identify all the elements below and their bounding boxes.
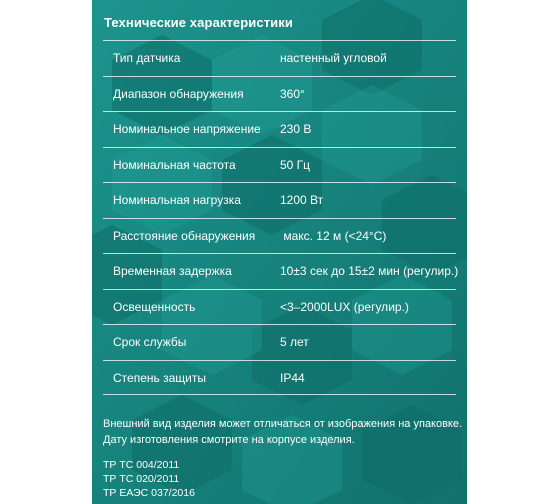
specs-table xyxy=(103,40,459,395)
specs-title: Технические характеристики xyxy=(104,15,293,30)
spec-row-load xyxy=(103,182,456,218)
spec-value: настенный угловой xyxy=(280,51,387,65)
spec-value: 1200 Вт xyxy=(280,193,324,207)
spec-row-protection xyxy=(103,360,456,396)
spec-row-illumination xyxy=(103,289,456,325)
certification-item: ТР ТС 020/2011 xyxy=(103,473,180,485)
spec-label: Номинальная нагрузка xyxy=(113,193,241,207)
spec-value: 230 В xyxy=(280,122,312,136)
spec-row-detection-range xyxy=(103,76,456,112)
disclaimer-line-1: Внешний вид изделия может отличаться от изображения на упаковке. xyxy=(103,418,463,430)
spec-label: Номинальная частота xyxy=(113,157,236,172)
spec-label: Диапазон обнаружения xyxy=(113,86,244,101)
certification-item: ТР ТС 004/2011 xyxy=(103,459,180,471)
specs-panel xyxy=(92,0,467,504)
spec-value: макс. 12 м (<24°С) xyxy=(280,228,387,243)
spec-row-detection-distance xyxy=(103,218,456,254)
spec-label: Временная задержка xyxy=(113,264,232,278)
disclaimer-line-2: Дату изготовления смотрите на корпусе изделия. xyxy=(103,434,355,446)
spec-row-frequency xyxy=(103,147,456,183)
certifications xyxy=(103,458,195,500)
spec-value: 10±3 сек до 15±2 мин (регулир.) xyxy=(280,264,459,278)
disclaimer-note xyxy=(103,416,463,448)
spec-value: 50 Гц xyxy=(280,157,311,172)
spec-value: IP44 xyxy=(280,370,305,385)
certification-item: ТР ЕАЭС 037/2016 xyxy=(103,487,195,499)
spec-value: <3–2000LUX (регулир.) xyxy=(280,299,409,314)
spec-row-time-delay xyxy=(103,253,459,289)
spec-label: Степень защиты xyxy=(113,370,206,385)
spec-row-voltage xyxy=(103,111,456,147)
spec-label: Номинальное напряжение xyxy=(113,122,261,136)
specs-content xyxy=(92,0,467,504)
spec-row-sensor-type xyxy=(103,40,456,76)
spec-value: 5 лет xyxy=(280,335,309,349)
spec-row-service-life xyxy=(103,324,456,360)
spec-label: Расстояние обнаружения xyxy=(113,228,256,243)
spec-label: Тип датчика xyxy=(113,51,181,65)
spec-value: 360° xyxy=(280,86,305,101)
spec-label: Освещенность xyxy=(113,299,196,314)
spec-label: Срок службы xyxy=(113,335,187,349)
